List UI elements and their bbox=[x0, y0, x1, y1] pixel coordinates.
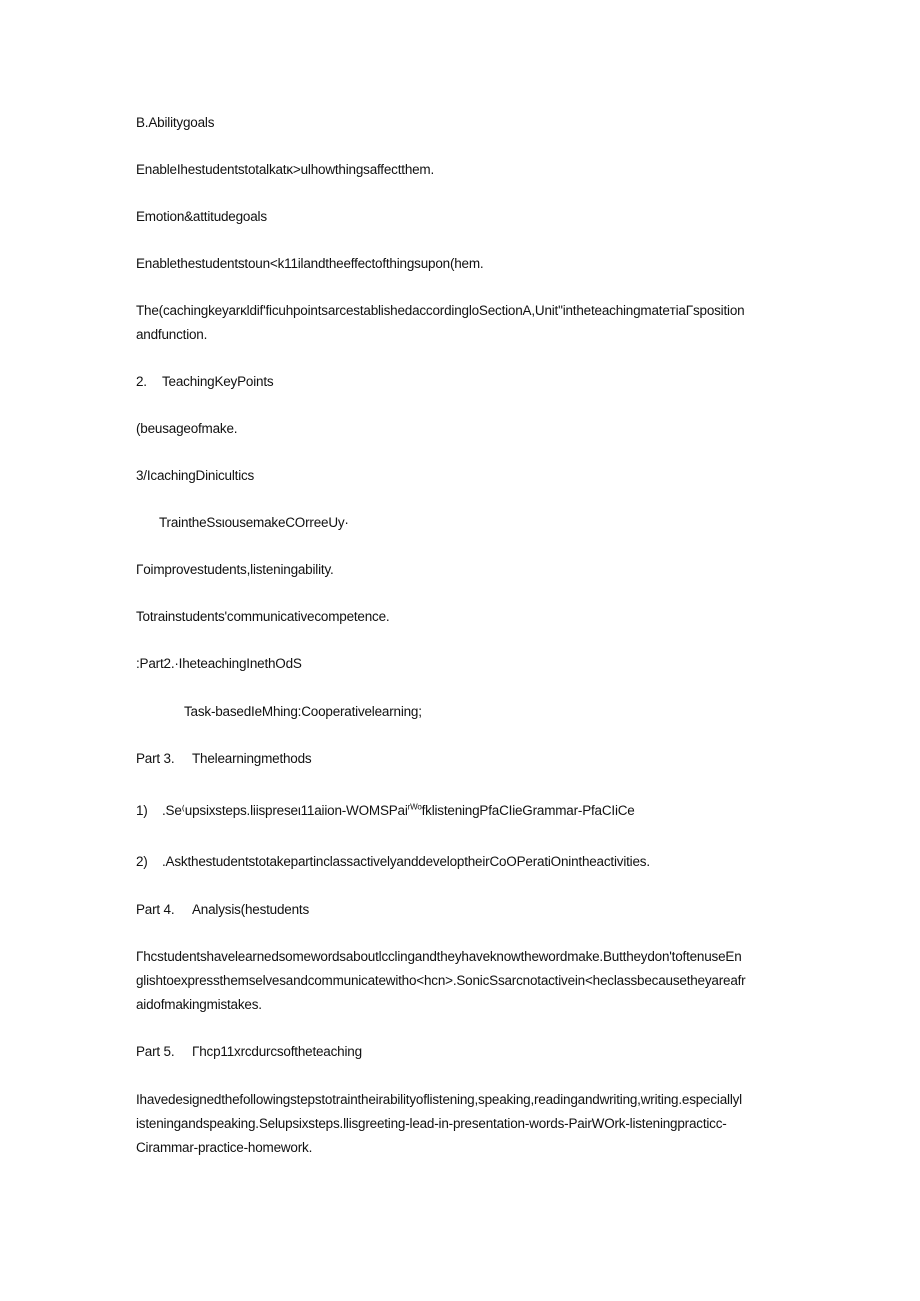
heading-text: Γhcp11xrcdurcsoftheteaching bbox=[192, 1044, 362, 1059]
heading-learning-methods bbox=[136, 747, 311, 771]
text-line: (beusageofmake. bbox=[136, 421, 238, 436]
heading-text: TeachingKeyPoints bbox=[162, 374, 274, 389]
heading-teaching-key-points bbox=[136, 370, 273, 394]
text-line: The(cachingkeyarκldif'ficuhpointsarcestablishedaccordingloSectionA,Unit"intheteachingmateтiaΓsposition bbox=[136, 303, 745, 318]
heading-analysis-students bbox=[136, 898, 309, 922]
heading-text: Thelearningmethods bbox=[192, 751, 312, 766]
text-line: andfunction. bbox=[136, 327, 208, 342]
text-line: Enablethestudentstoun<k11ilandtheeffectofthingsupon(hem. bbox=[136, 256, 484, 271]
heading-text: Analysis(hestudents bbox=[192, 902, 310, 917]
text-line: aidofmakingmistakes. bbox=[136, 997, 262, 1012]
list-number: 2) bbox=[136, 854, 148, 869]
heading-teaching-methods: :Part2.·IheteachingInethOdS bbox=[136, 656, 302, 671]
part-number: Part 3. bbox=[136, 751, 175, 766]
heading-emotion-goals: Emotion&attitudegoals bbox=[136, 209, 267, 224]
text-line: Totrainstudents'communicativecompetence. bbox=[136, 609, 390, 624]
text-line: Γoimprovestudents,listeningability. bbox=[136, 562, 334, 577]
list-item-1 bbox=[136, 799, 635, 823]
list-text: .AskthestudentstotakepartinclassactivelyanddeveloptheirCoOPeratiOnintheactivities. bbox=[162, 854, 650, 869]
text-line: Task-basedIeMhing:Cooperativelearning; bbox=[184, 704, 422, 719]
list-text: fklisteningPfaCIieGrammar-PfaCIiCe bbox=[421, 803, 635, 818]
superscript-text: rWo bbox=[407, 802, 422, 812]
heading-procedures bbox=[136, 1040, 362, 1064]
list-number: 1) bbox=[136, 803, 148, 818]
text-line: EnableIhestudentstotalkatκ>ulhowthingsaffectthem. bbox=[136, 162, 435, 177]
text-line: Cirammar-practice-homework. bbox=[136, 1140, 313, 1155]
heading-teaching-difficulties: 3/IcachingDinicultics bbox=[136, 468, 255, 483]
list-item-2 bbox=[136, 850, 650, 874]
text-line: glishtoexpressthemselvesandcommunicatewitho<hcn>.SonicSsarcnotactivein<heclassbecausetheyareafr bbox=[136, 973, 746, 988]
part-number: Part 5. bbox=[136, 1044, 175, 1059]
text-line: TraintheSsιousemakeCOrreeUy· bbox=[159, 515, 349, 530]
text-line: Ihavedesignedthefollowingstepstotraintheirabilityoflistening,speaking,readingandwriting,writing.especiallyl bbox=[136, 1092, 742, 1107]
list-text: .Se⁽upsixsteps.liispreseι11aiion-WOMSPai bbox=[162, 803, 408, 818]
part-number: Part 4. bbox=[136, 902, 175, 917]
text-line: Γhcstudentshavelearnedsomewordsaboutlcclingandtheyhaveknowthewordmake.Buttheydon'toftenuseEn bbox=[136, 949, 742, 964]
heading-ability-goals: B.Abilitygoals bbox=[136, 115, 215, 130]
list-number: 2. bbox=[136, 374, 147, 389]
text-line: isteningandspeaking.Selupsixsteps.llisgreeting-lead-in-presentation-words-PairWOrk-listeningpracticc- bbox=[136, 1116, 727, 1131]
